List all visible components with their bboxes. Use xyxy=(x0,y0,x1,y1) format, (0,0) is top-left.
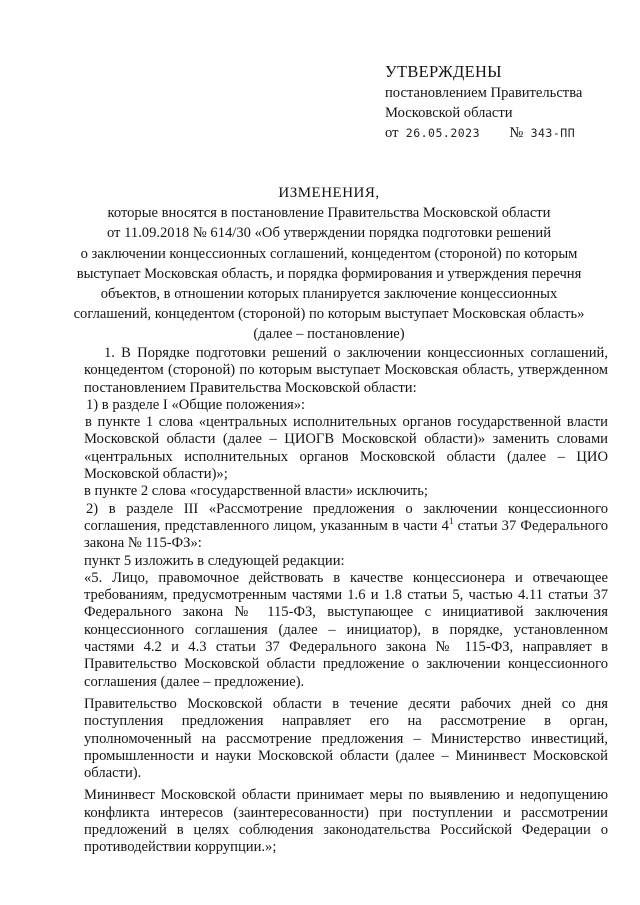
item-2-superscript: 1 xyxy=(448,516,454,527)
paragraph-point-2: в пункте 2 слова «государственной власти» исключить; xyxy=(84,483,428,500)
document-body xyxy=(84,345,608,857)
approved-date-line xyxy=(385,123,582,143)
item-2-text-a: 2) в разделе III «Рассмотрение предложения о заключении концессионного соглашения, представленного лицом, указанным в части 4 xyxy=(84,500,608,534)
document-heading xyxy=(40,183,618,345)
quote-paragraph-3: Мининвест Московской области принимает меры по выявлению и недопущению конфликта интересов (заинтересованности) при поступлении и рассмотрении предложений в целях соблюдения законодательства Российской Федерации о противодействии коррупции.»; xyxy=(84,787,608,856)
item-2-text-b: статьи 37 Федерального закона № 115-ФЗ»: xyxy=(84,517,608,552)
heading-line-2: от 11.09.2018 № 614/30 «Об утверждении порядка подготовки решений xyxy=(106,225,552,242)
heading-line-7: (далее – постановление) xyxy=(253,326,405,343)
approved-title: УТВЕРЖДЕНЫ xyxy=(385,62,502,81)
heading-line-3: о заключении концессионных соглашений, концедентом (стороной) по которым xyxy=(80,245,578,262)
approved-line-2: Московской области xyxy=(385,105,513,121)
date-prefix: от xyxy=(385,125,399,141)
item-1: 1) в разделе I «Общие положения»: xyxy=(86,396,306,413)
quote-paragraph-1: «5. Лицо, правомочное действовать в качестве концессионера и отвечающее требованиям, предусмотренным частями 1.6 и 1.8 статьи 5, частью 4.11 статьи 37 Федерального закона № 115-ФЗ, выступающее с инициативой заключения концессионного соглашения (далее – инициатор), в порядке, установленном частями 4.2 и 4.3 статьи 37 Федерального закона № 115-ФЗ, направляет в Правительство Московской области предложение о заключении концессионного соглашения (далее – предложение). xyxy=(84,569,608,690)
approval-stamp xyxy=(385,62,582,143)
document-title: ИЗМЕНЕНИЯ, xyxy=(278,185,380,201)
approval-number: 343-ПП xyxy=(530,126,576,140)
heading-line-4: выступает Московская область, и порядка формирования и утверждения перечня xyxy=(76,265,582,282)
quote-paragraph-2: Правительство Московской области в течение десяти рабочих дней со дня поступления предложения направляет его на рассмотрение в орган, уполномоченный на рассмотрение предложения – Министерство инвестиций, промышленности и науки Московской области (далее – Мининвест Московской области). xyxy=(84,695,608,782)
paragraph-point-5: пункт 5 изложить в следующей редакции: xyxy=(84,552,345,569)
paragraph-point-1: в пункте 1 слова «центральных исполнительных органов государственной власти Московской области (далее – ЦИОГВ Московской области)» заменить словами «центральных исполнительных органов Московской области (далее – ЦИО Московской области)»; xyxy=(84,414,608,483)
approved-line-1: постановлением Правительства xyxy=(385,85,583,101)
heading-line-1: которые вносятся в постановление Правительства Московской области xyxy=(107,205,551,222)
approval-date: 26.05.2023 xyxy=(405,126,481,140)
heading-line-6: соглашений, концедентом (стороной) по которым выступает Московская область» xyxy=(73,306,585,323)
item-2 xyxy=(84,501,608,553)
paragraph-1: 1. В Порядке подготовки решений о заключении концессионных соглашений, концедентом (стороной) по которым выступает Московская область, утвержденном постановлением Правительства Московской области: xyxy=(84,345,608,396)
number-prefix: № xyxy=(509,125,524,141)
heading-line-5: объектов, в отношении которых планируется заключение концессионных xyxy=(100,286,558,303)
